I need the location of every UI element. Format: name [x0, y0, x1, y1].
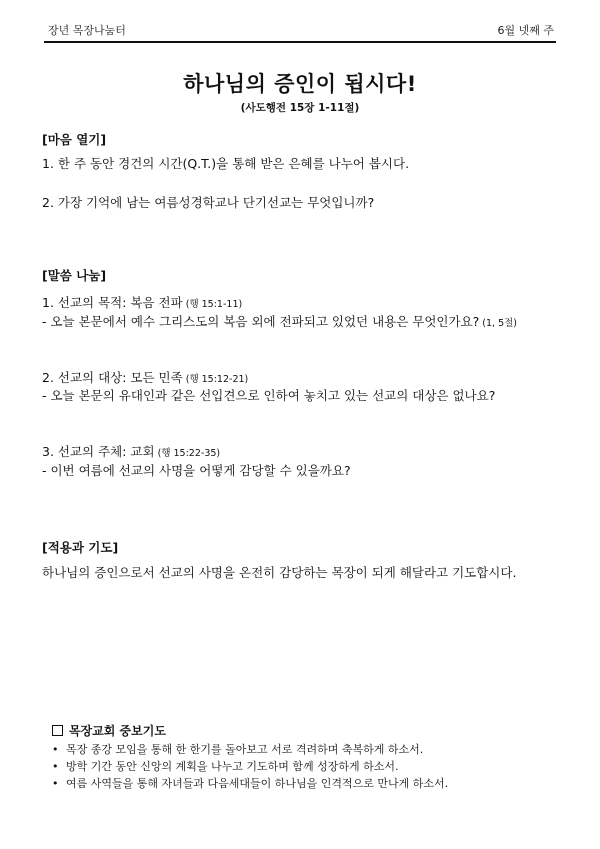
prayer-heading [52, 722, 166, 739]
point-3-question: - 이번 여름에 선교의 사명을 어떻게 감당할 수 있을까요? [42, 463, 351, 478]
section-heading-word-sharing: [말씀 나눔] [42, 268, 107, 283]
prayer-item [52, 741, 448, 758]
prayer-heading-text: 목장교회 중보기도 [69, 724, 166, 738]
header-right-label: 6월 넷째 주 [497, 24, 554, 37]
prayer-item-text: 목장 종강 모임을 통해 한 한기를 돌아보고 서로 격려하며 축복하게 하소서. [66, 743, 424, 756]
section-heading-application-prayer: [적용과 기도] [42, 540, 119, 555]
point-2-title [42, 368, 248, 386]
prayer-item-text: 여름 사역들을 통해 자녀들과 다음세대들이 하나님을 인격적으로 만나게 하소서. [66, 777, 449, 790]
prayer-item [52, 758, 448, 775]
point-1-title-text: 1. 선교의 목적: 복음 전파 [42, 295, 183, 310]
question-2: 2. 가장 기억에 남는 여름성경학교나 단기선교는 무엇입니까? [42, 195, 375, 210]
point-1-question-reference: (1, 5절) [479, 318, 518, 329]
point-2-reference: (행 15:12-21) [182, 374, 249, 385]
checkbox-square-icon [52, 725, 63, 736]
point-3-title-text: 3. 선교의 주체: 교회 [42, 444, 155, 459]
header-left-label: 장년 목장나눔터 [48, 24, 126, 37]
bullet-icon: • [52, 777, 59, 790]
prayer-list [52, 741, 448, 792]
prayer-item-text: 방학 기간 동안 신앙의 계획을 나누고 기도하며 함께 성장하게 하소서. [66, 760, 399, 773]
bullet-icon: • [52, 743, 59, 756]
page-subtitle: (사도행전 15장 1-11절) [240, 102, 360, 114]
point-1-question-text: - 오늘 본문에서 예수 그리스도의 복음 외에 전파되고 있었던 내용은 무엇인가요? [42, 314, 480, 329]
point-2-title-text: 2. 선교의 대상: 모든 민족 [42, 370, 183, 385]
application-text: 하나님의 증인으로서 선교의 사명을 온전히 감당하는 목장이 되게 해달라고 기도합시다. [42, 565, 517, 580]
prayer-item [52, 775, 448, 792]
page-title: 하나님의 증인이 됩시다! [183, 72, 417, 96]
bullet-icon: • [52, 760, 59, 773]
point-1-question [42, 312, 517, 330]
header-rule [44, 41, 556, 43]
point-3-title [42, 442, 220, 460]
point-2-question: - 오늘 본문의 유대인과 같은 선입견으로 인하여 놓치고 있는 선교의 대상은 없나요? [42, 388, 496, 403]
point-1-title [42, 293, 242, 311]
section-heading-open-heart: [마음 열기] [42, 132, 107, 147]
point-1-reference: (행 15:1-11) [182, 299, 243, 310]
question-1: 1. 한 주 동안 경건의 시간(Q.T.)을 통해 받은 은혜를 나누어 봅시다. [42, 156, 410, 171]
point-3-reference: (행 15:22-35) [154, 448, 221, 459]
